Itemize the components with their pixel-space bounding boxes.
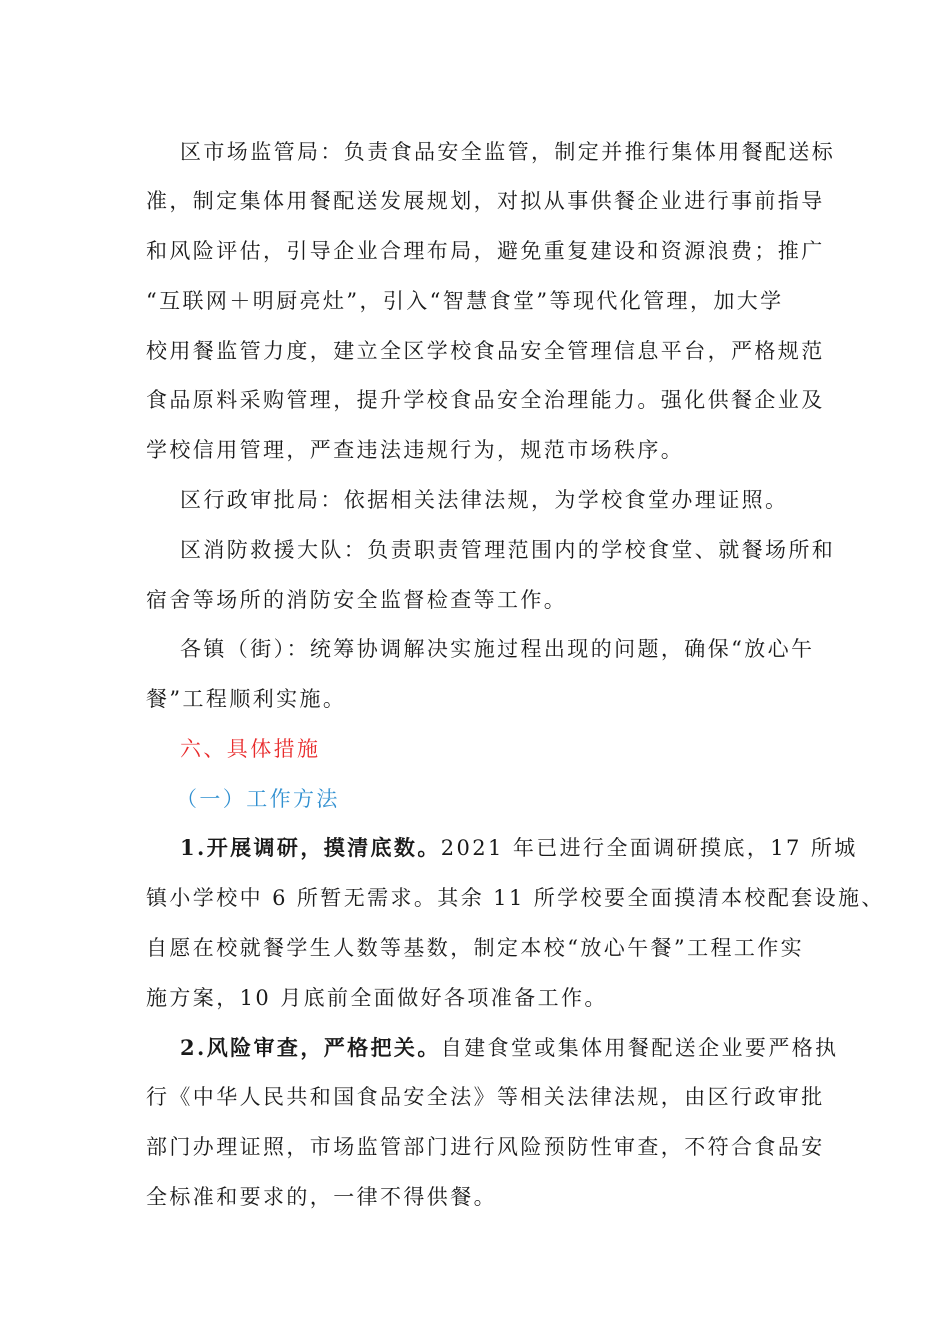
item-text: 自建食堂或集体用餐配送企业要严格执 [440, 1036, 839, 1060]
text-line: 学校信用管理，严查违法违规行为，规范市场秩序。 [146, 438, 685, 462]
text-line: 校用餐监管力度，建立全区学校食品安全管理信息平台，严格规范 [146, 339, 825, 363]
text-line: 自愿在校就餐学生人数等基数，制定本校“放心午餐”工程工作实 [146, 936, 805, 960]
item-lead: 2.风险审查，严格把关。 [180, 1035, 441, 1060]
item-lead: 1.开展调研，摸清底数。 [180, 835, 441, 860]
text-line [180, 1030, 839, 1066]
text-line: 和风险评估，引导企业合理布局，避免重复建设和资源浪费；推广 [146, 239, 825, 263]
text-line: 食品原料采购管理，提升学校食品安全治理能力。强化供餐企业及 [146, 388, 825, 412]
text-line: 准，制定集体用餐配送发展规划，对拟从事供餐企业进行事前指导 [146, 189, 825, 213]
text-line: 镇小学校中 6 所暂无需求。其余 11 所学校要全面摸清本校配套设施、 [146, 886, 885, 910]
text-line: 餐”工程顺利实施。 [146, 687, 347, 711]
section-heading: 六、具体措施 [180, 737, 321, 761]
text-line: 区行政审批局：依据相关法律法规，为学校食堂办理证照。 [180, 488, 789, 512]
item-text: 2021 年已进行全面调研摸底，17 所城 [440, 836, 858, 860]
text-line [180, 830, 858, 866]
text-line: 区市场监管局：负责食品安全监管，制定并推行集体用餐配送标 [180, 140, 836, 164]
text-line: 全标准和要求的，一律不得供餐。 [146, 1185, 497, 1209]
text-line: 行《中华人民共和国食品安全法》等相关法律法规，由区行政审批 [146, 1085, 825, 1109]
text-line: “互联网＋明厨亮灶”，引入“智慧食堂”等现代化管理，加大学 [146, 289, 784, 313]
text-line: 部门办理证照，市场监管部门进行风险预防性审查，不符合食品安 [146, 1135, 825, 1159]
subsection-heading: （一）工作方法 [176, 787, 340, 811]
text-line: 施方案，10 月底前全面做好各项准备工作。 [146, 986, 608, 1010]
text-line: 宿舍等场所的消防安全监督检查等工作。 [146, 588, 568, 612]
text-line: 区消防救援大队：负责职责管理范围内的学校食堂、就餐场所和 [180, 538, 836, 562]
text-line: 各镇（街）：统筹协调解决实施过程出现的问题，确保“放心午 [180, 637, 815, 661]
